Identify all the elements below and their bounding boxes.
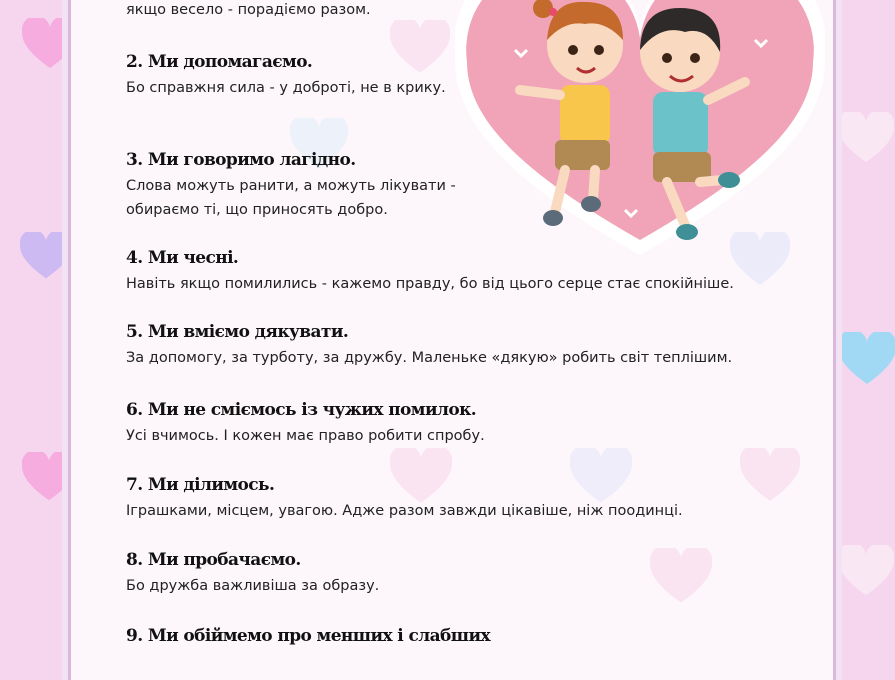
- heart-icon: [740, 448, 800, 502]
- heart-icon: [650, 548, 712, 604]
- heart-icon: [838, 545, 894, 597]
- rule-2: [126, 52, 456, 100]
- rule-text: Слова можуть ранити, а можуть лікувати - обираємо ті, що приносять добро.: [126, 178, 456, 218]
- rule-9: [126, 626, 490, 646]
- rule-text: Усі вчимось. І кожен має право робити спробу.: [126, 428, 485, 444]
- heart-icon: [838, 112, 894, 164]
- rule-text: За допомогу, за турботу, за дружбу. Маленьке «дякую» робить світ теплішим.: [126, 350, 733, 366]
- rule-text: Бо справжня сила - у доброті, не в крику.: [126, 80, 446, 96]
- heart-icon: [20, 232, 72, 280]
- rule-6: [126, 400, 485, 448]
- rule-title: 9. Ми обіймемо про менших і слабших: [126, 626, 490, 646]
- rule-title: 5. Ми вміємо дякувати.: [126, 322, 349, 342]
- rule-title: 3. Ми говоримо лагідно.: [126, 150, 356, 170]
- rule-5: [126, 322, 732, 370]
- rule-4: [126, 248, 734, 296]
- rule-text: Іграшками, місцем, увагою. Адже разом завжди цікавіше, ніж поодинці.: [126, 503, 683, 519]
- rule-7: [126, 475, 683, 523]
- rule-title: 7. Ми ділимось.: [126, 475, 275, 495]
- intro-text: якщо весело - порадіємо разом.: [126, 2, 371, 18]
- kids-heart-illustration: [455, 0, 825, 260]
- rule-8: [126, 550, 379, 598]
- rule-3: [126, 150, 501, 222]
- rule-text: Бо дружба важливіша за образу.: [126, 578, 380, 594]
- rule-title: 4. Ми чесні.: [126, 248, 239, 268]
- rule-title: 6. Ми не сміємось із чужих помилок.: [126, 400, 477, 420]
- rule-title: 8. Ми пробачаємо.: [126, 550, 301, 570]
- rule-text: Навіть якщо помилились - кажемо правду, бо від цього серце стає спокійніше.: [126, 276, 734, 292]
- rule-title: 2. Ми допомагаємо.: [126, 52, 313, 72]
- heart-icon: [838, 332, 895, 386]
